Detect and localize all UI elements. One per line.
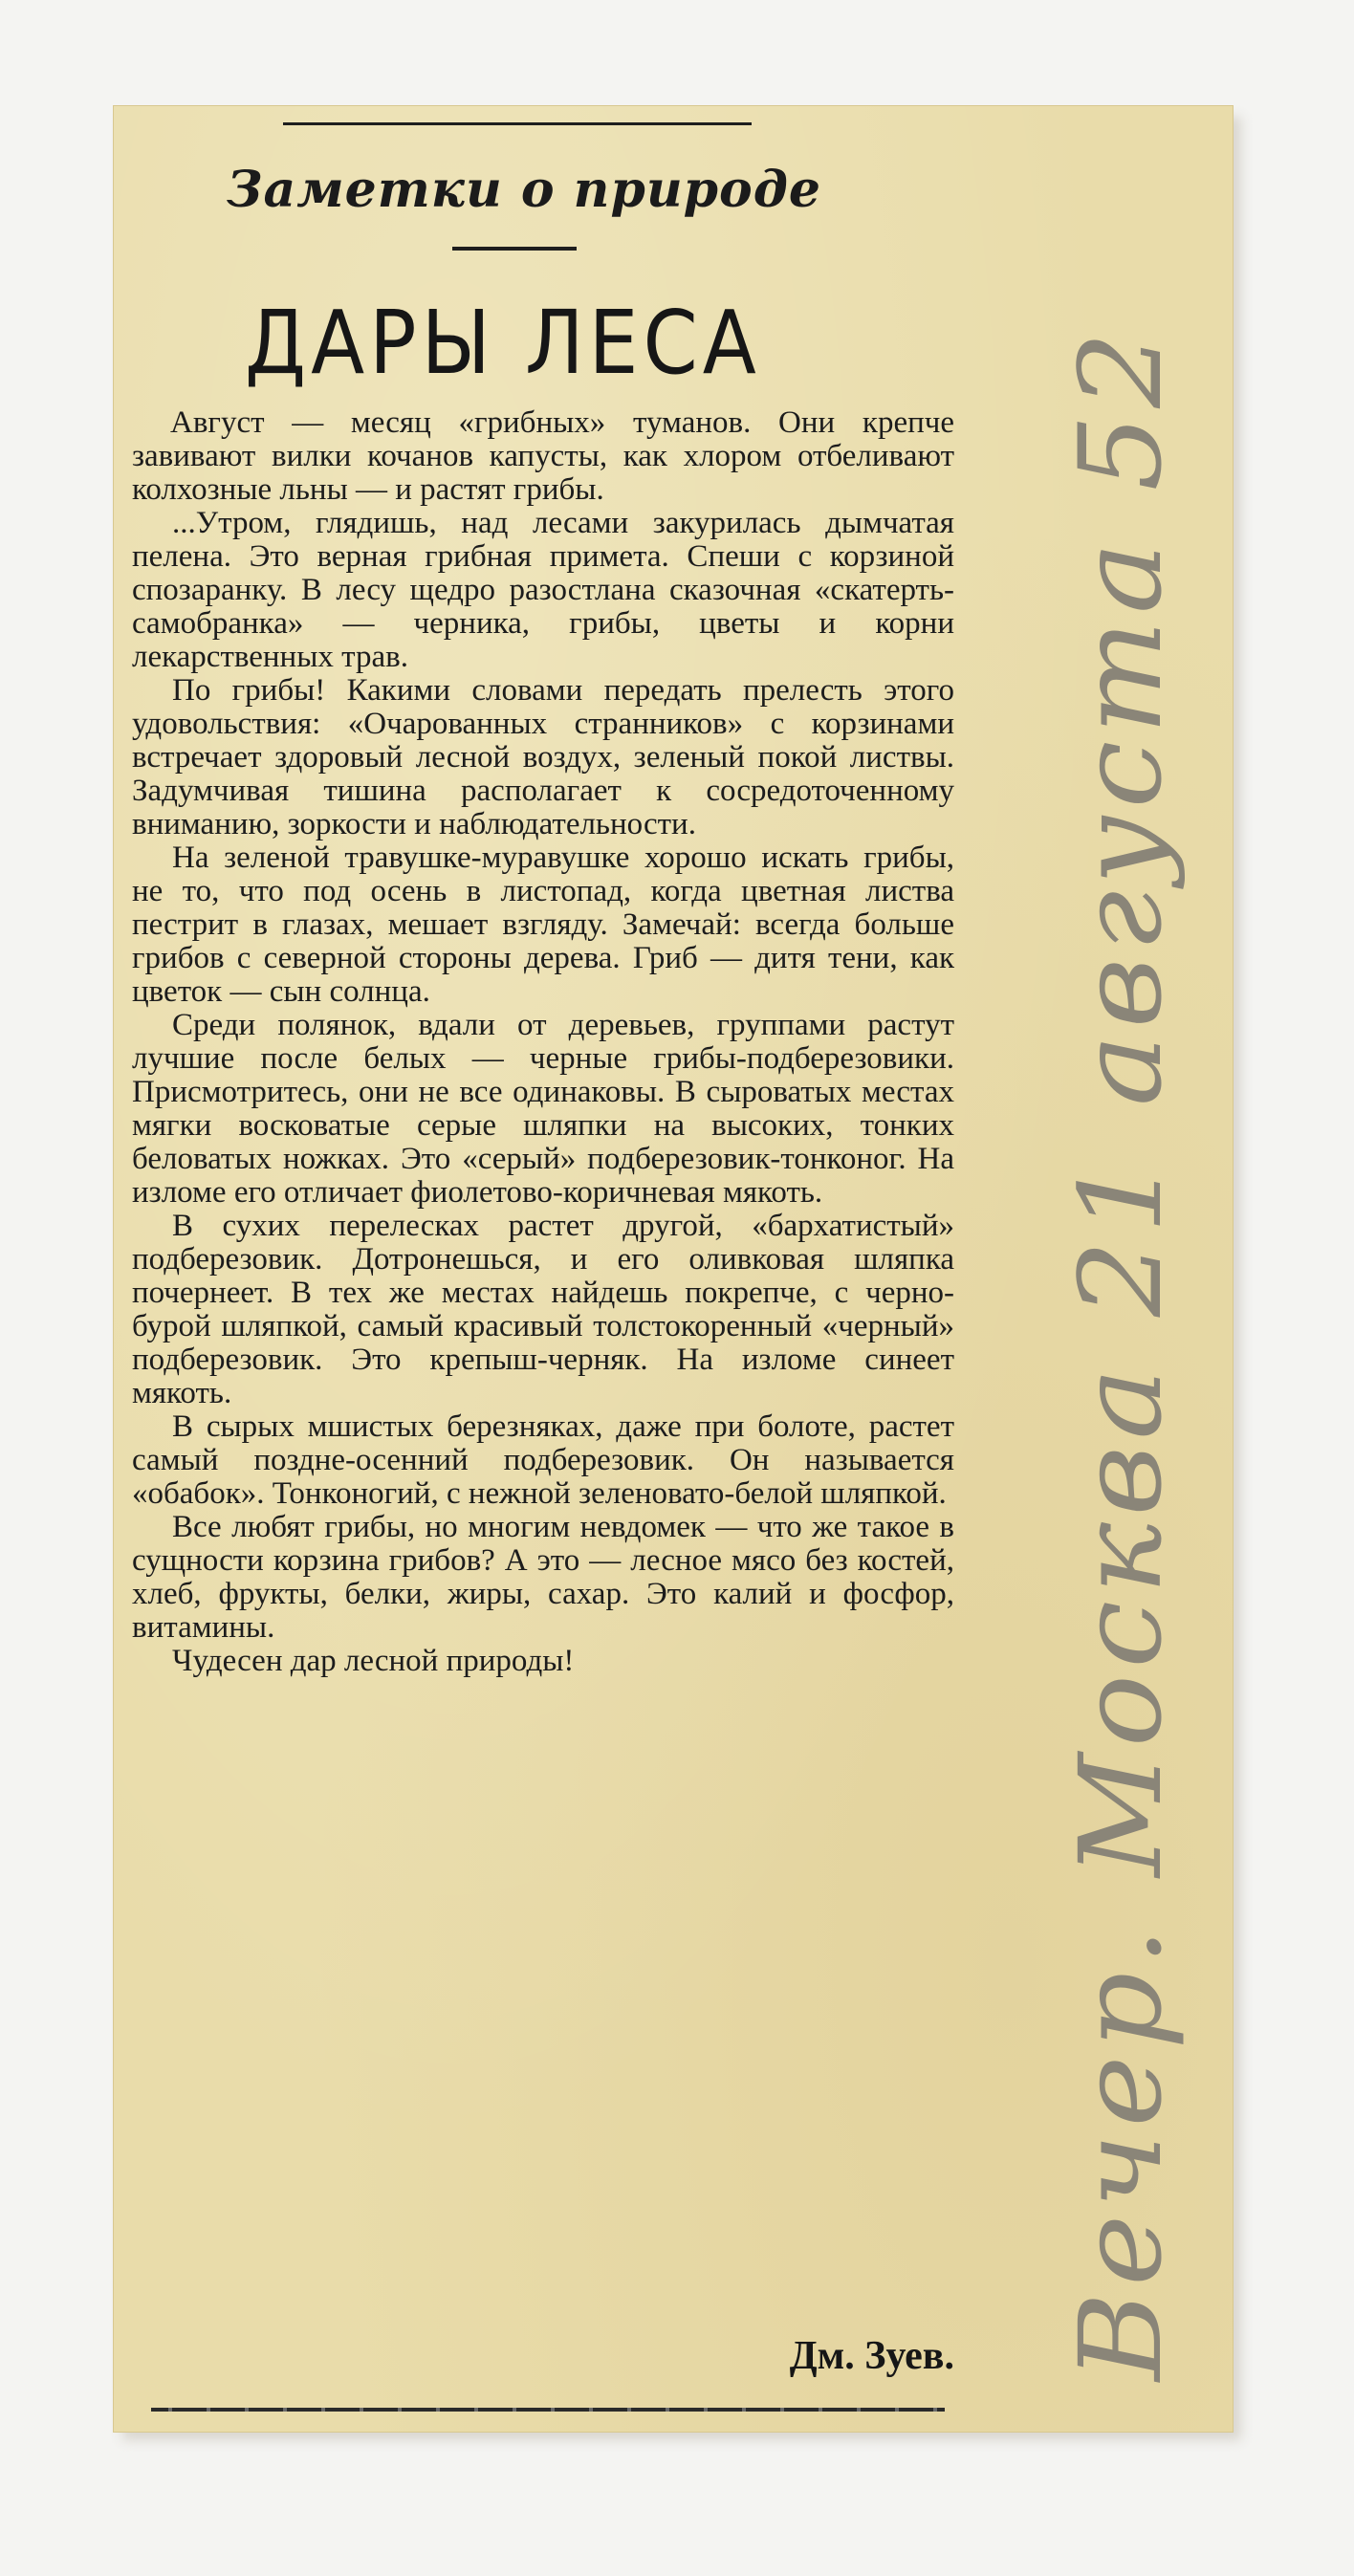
rubric-title: Заметки о природе xyxy=(227,161,821,219)
rubric-underline xyxy=(452,247,577,251)
handwritten-note-text: Вечер. Москва 21 августа 52 xyxy=(1055,460,1187,2381)
bottom-rule xyxy=(151,2408,945,2412)
paragraph: ...Утром, глядишь, над лесами закурилась дымчатая пелена. Это верная грибная примета. Спеши с корзиной спозаранку. В лесу щедро разостлана сказочная «скатерть-самобранка» — черника, грибы, цветы и корни лекарственных трав. xyxy=(132,506,954,674)
paragraph: В сырых мшистых березняках, даже при болоте, растет самый поздне-осенний подберезовик. Он называется «обабок». Тонконогий, с нежной зеленовато-белой шляпкой. xyxy=(132,1409,954,1511)
handwritten-annotation xyxy=(1055,239,1299,2438)
article-headline: ДАРЫ ЛЕСА xyxy=(245,293,761,395)
paragraph: Среди полянок, вдали от деревьев, группами растут лучшие после белых — черные грибы-подберезовики. Присмотритесь, они не все одинаковы. В сыроватых местах мягки восковатые серые шляпки на высоких, тонких беловатых ножках. Это «серый» подберезовик-тонконог. На изломе его отличает фиолетово-коричневая мякоть. xyxy=(132,1008,954,1210)
paragraph: Август — месяц «грибных» туманов. Они крепче завивают вилки кочанов капусты, как хлором отбеливают колхозные льны — и растят грибы. xyxy=(132,405,954,507)
paragraph: Чудесен дар лесной природы! xyxy=(172,1644,575,1678)
paragraph: В сухих перелесках растет другой, «бархатистый» подберезовик. Дотронешься, и его оливковая шляпка почернеет. В тех же местах найдешь покрепче, с черно-бурой шляпкой, самый красивый толстокоренный «черный» подберезовик. Это крепыш-черняк. На изломе синеет мякоть. xyxy=(132,1209,954,1410)
handwritten-annotation-svg xyxy=(1055,239,1299,2438)
newspaper-clipping xyxy=(113,105,1234,2433)
top-rule xyxy=(283,122,752,125)
paragraph: Все любят грибы, но многим невдомек — что же такое в сущности корзина грибов? А это — лесное мясо без костей, хлеб, фрукты, белки, жиры, сахар. Это калий и фосфор, витамины. xyxy=(132,1510,954,1645)
author-signature: Дм. Зуев. xyxy=(789,2334,954,2378)
paragraph: На зеленой травушке-муравушке хорошо искать грибы, не то, что под осень в листопад, когда цветная листва пестрит в глазах, мешает взгляду. Замечай: всегда больше грибов с северной стороны дерева. Гриб — дитя тени, как цветок — сын солнца. xyxy=(132,840,954,1009)
article-body xyxy=(132,406,954,1678)
paragraph: По грибы! Какими словами передать прелесть этого удовольствия: «Очарованных странников» с корзинами встречает здоровый лесной воздух, зеленый покой листвы. Задумчивая тишина располагает к сосредоточенному вниманию, зоркости и наблюдательности. xyxy=(132,673,954,841)
